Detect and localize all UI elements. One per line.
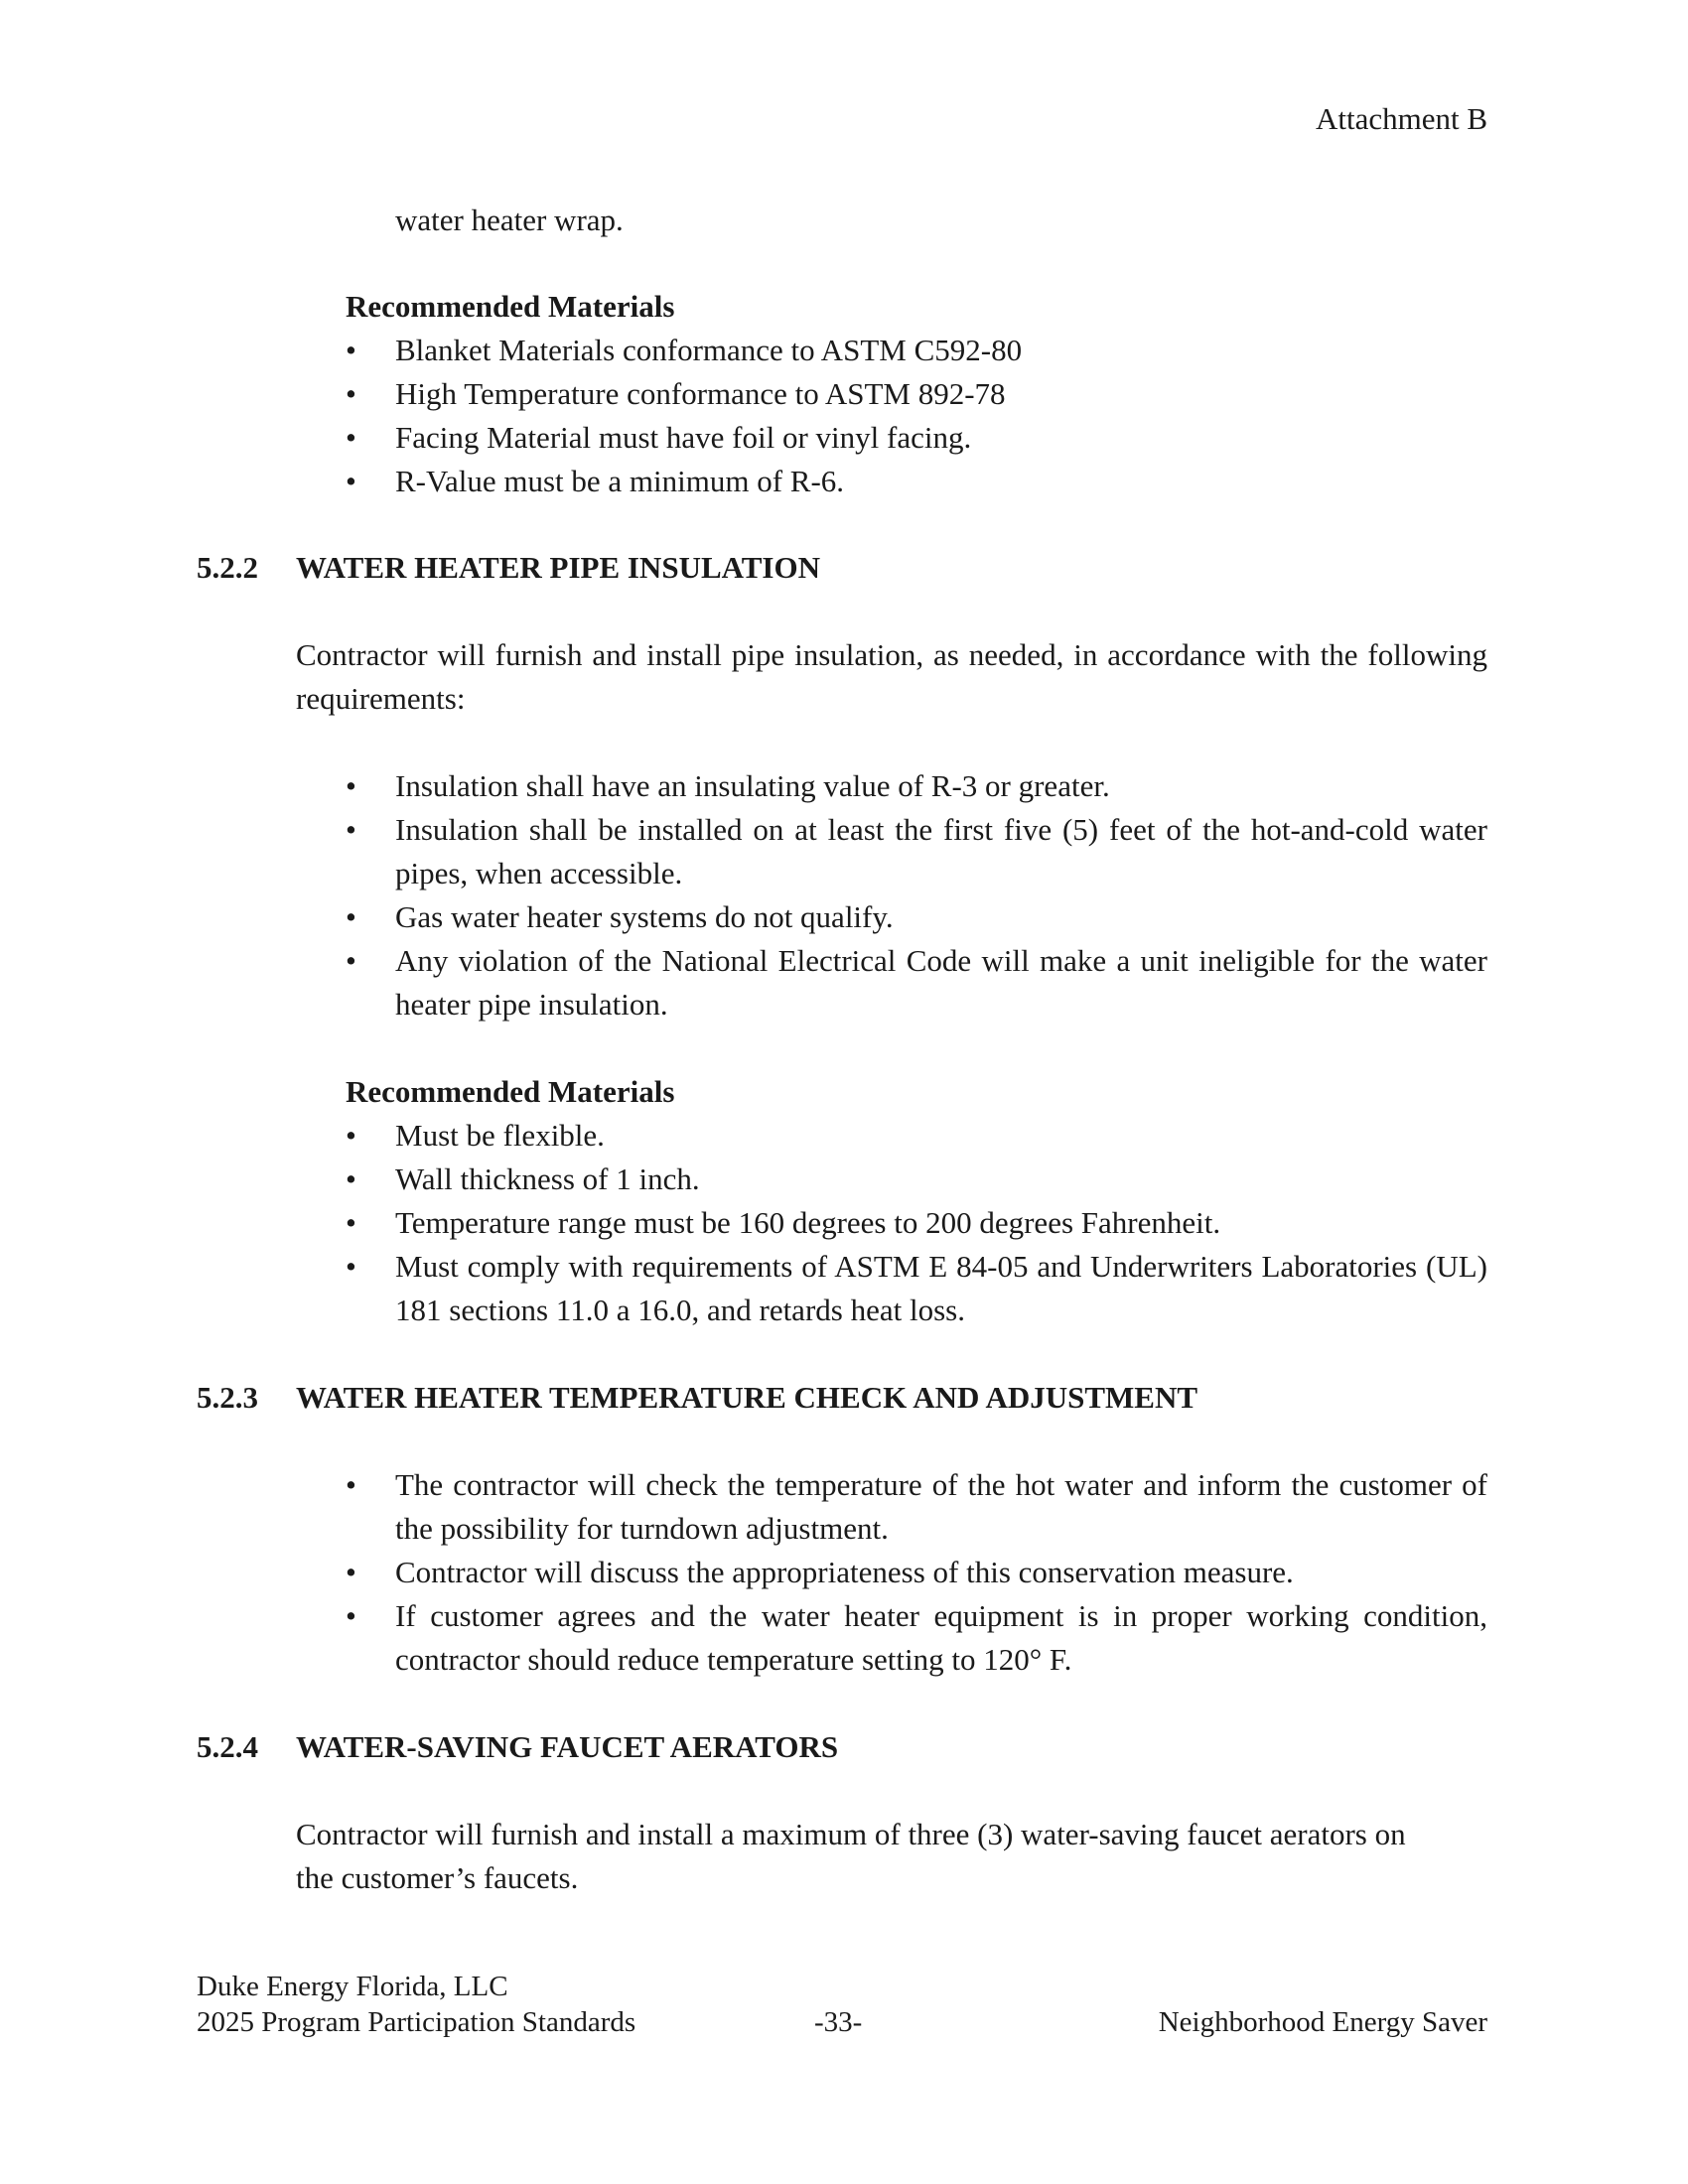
bullet-icon: • (346, 376, 356, 411)
attachment-label: Attachment B (1315, 101, 1487, 136)
bullet-icon: • (346, 1555, 356, 1589)
section-number: 5.2.2 (197, 550, 258, 585)
section-intro: Contractor will furnish and install pipe insulation, as needed, in accordance with the following requirements: (296, 637, 1487, 716)
bullet-icon: • (346, 1118, 356, 1153)
bullet-icon: • (346, 333, 356, 367)
section-number: 5.2.4 (197, 1729, 258, 1764)
section-title: WATER HEATER TEMPERATURE CHECK AND ADJUSTMENT (296, 1380, 1198, 1415)
bullet-icon: • (346, 943, 356, 978)
bullet-icon: • (346, 899, 356, 934)
section-number: 5.2.3 (197, 1380, 258, 1415)
continuation-text: water heater wrap. (395, 203, 624, 237)
bullet-icon: • (346, 1598, 356, 1633)
section-body: Contractor will furnish and install a maximum of three (3) water-saving faucet aerators on the customer’s faucets. (296, 1817, 1406, 1895)
wrap-materials-heading: Recommended Materials (346, 289, 675, 324)
footer-company: Duke Energy Florida, LLC (197, 1971, 508, 2002)
footer-standards: 2025 Program Participation Standards (197, 2006, 636, 2038)
bullet-icon: • (346, 1205, 356, 1240)
bullet-icon: • (346, 1161, 356, 1196)
bullet-icon: • (346, 812, 356, 847)
page-number: -33- (814, 2006, 863, 2038)
bullet-icon: • (346, 1467, 356, 1502)
bullet-icon: • (346, 420, 356, 455)
bullet-icon: • (346, 464, 356, 498)
section-title: WATER HEATER PIPE INSULATION (296, 550, 820, 585)
bullet-icon: • (346, 768, 356, 803)
pipe-materials-heading: Recommended Materials (346, 1074, 675, 1109)
section-title: WATER-SAVING FAUCET AERATORS (296, 1729, 839, 1764)
bullet-icon: • (346, 1249, 356, 1284)
footer-program: Neighborhood Energy Saver (1158, 2006, 1487, 2038)
